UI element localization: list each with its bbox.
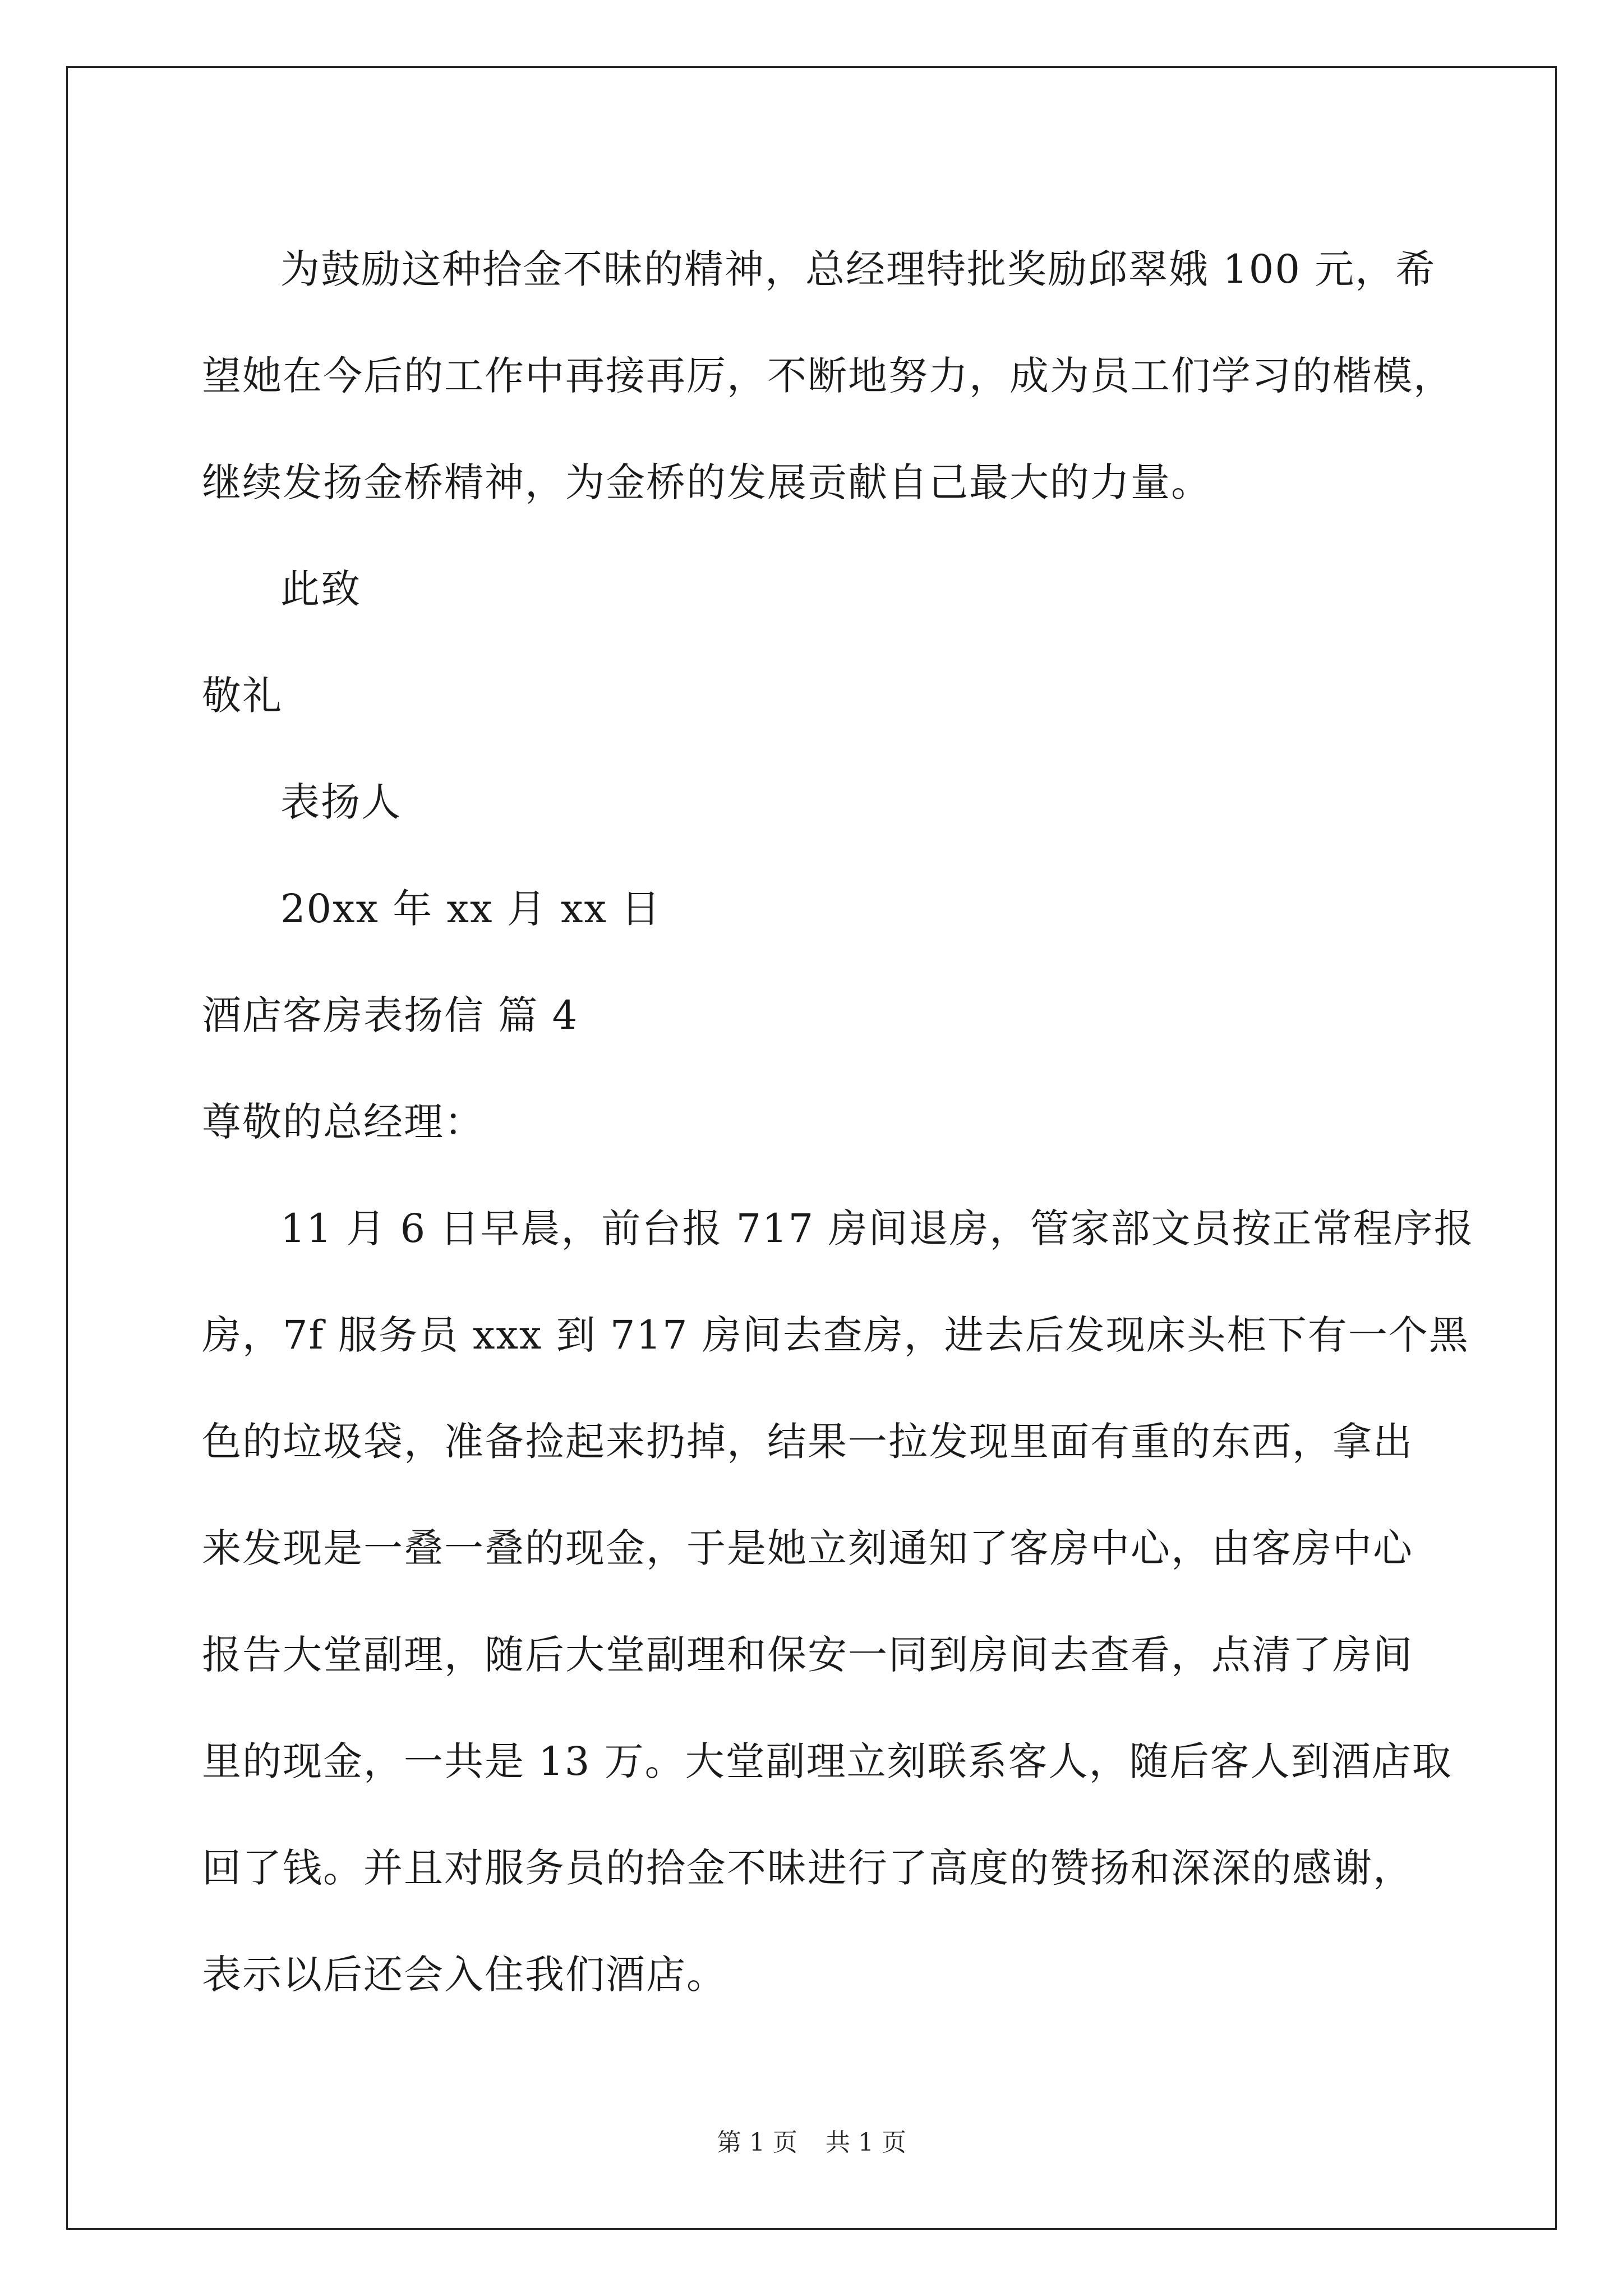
paragraph-line: 里的现金，一共是 13 万。大堂副理立刻联系客人，随后客人到酒店取	[202, 1738, 1453, 1784]
paragraph-line: 房，7f 服务员 xxx 到 717 房间去查房，进去后发现床头柜下有一个黑	[202, 1312, 1469, 1358]
paragraph-line: 来发现是一叠一叠的现金，于是她立刻通知了客房中心，由客房中心	[202, 1525, 1413, 1571]
closing-phrase: 此致	[280, 566, 361, 612]
paragraph-line: 望她在今后的工作中再接再厉，不断地努力，成为员工们学习的楷模，	[202, 353, 1454, 399]
paragraph-line: 色的垃圾袋，准备捡起来扔掉，结果一拉发现里面有重的东西，拿出	[202, 1419, 1413, 1465]
paragraph-line: 继续发扬金桥精神，为金桥的发展贡献自己最大的力量。	[202, 459, 1211, 505]
document-body	[202, 216, 1474, 2028]
section-title: 酒店客房表扬信 篇 4	[202, 992, 579, 1038]
paragraph-line: 为鼓励这种拾金不昧的精神，总经理特批奖励邱翠娥 100 元，希	[280, 246, 1436, 292]
page-footer	[0, 2126, 1623, 2160]
paragraph-line: 表示以后还会入住我们酒店。	[202, 1952, 727, 1998]
paragraph-line: 报告大堂副理，随后大堂副理和保安一同到房间去查看，点清了房间	[202, 1632, 1413, 1678]
page-total: 共 1 页	[826, 2128, 906, 2157]
paragraph-line: 11 月 6 日早晨，前台报 717 房间退房，管家部文员按正常程序报	[280, 1205, 1474, 1251]
paragraph-line: 回了钱。并且对服务员的拾金不昧进行了高度的赞扬和深深的感谢，	[202, 1845, 1413, 1891]
greeting: 尊敬的总经理：	[202, 1099, 485, 1145]
date-line: 20xx 年 xx 月 xx 日	[280, 886, 662, 932]
page-number: 第 1 页	[717, 2128, 797, 2157]
salutation-regards: 敬礼	[202, 673, 283, 719]
signature-label: 表扬人	[280, 779, 402, 825]
